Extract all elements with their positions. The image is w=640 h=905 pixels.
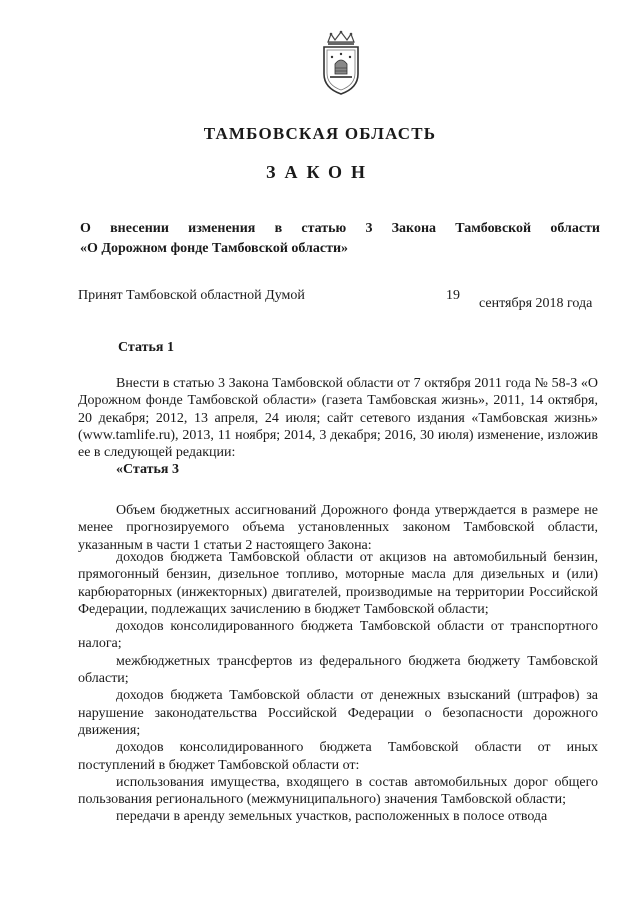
adoption-month-year: сентября 2018 года [479, 296, 593, 311]
list-item: межбюджетных трансфертов из федерального бюджета бюджету Тамбовской области; [78, 653, 598, 687]
revenue-sources-list [78, 549, 598, 826]
document-type: ЗАКОН [265, 162, 375, 182]
list-item: доходов консолидированного бюджета Тамбовской области от транспортного налога; [78, 619, 598, 652]
article-1-heading: Статья 1 [118, 340, 174, 355]
adoption-day: 19 [446, 288, 460, 303]
list-item: использования имущества, входящего в состав автомобильных дорог общего пользования регионального (межмуниципального) значения Тамбовской области; [78, 774, 598, 808]
law-title-line-1: О внесении изменения в статью 3 Закона Тамбовской области [80, 221, 600, 236]
quoted-article-3-heading: «Статья 3 [116, 462, 179, 477]
adoption-body: Принят Тамбовской областной Думой [78, 288, 305, 303]
region-name: ТАМБОВСКАЯ ОБЛАСТЬ [203, 124, 437, 143]
law-title-line-2: «О Дорожном фонде Тамбовской области» [80, 241, 349, 256]
list-item: доходов бюджета Тамбовской области от денежных взысканий (штрафов) за нарушение законодательства Российской Федерации о безопасности дорожного движения; [78, 688, 598, 738]
list-item: передачи в аренду земельных участков, расположенных в полосе отвода [116, 809, 548, 825]
article-3-body: Объем бюджетных ассигнований Дорожного фонда утверждается в размере не менее прогнозируемого объема установленных законом Тамбовской области, указанным в части 1 статьи 2 настоящего Закона: [78, 503, 598, 553]
article-1-intro: Внести в статью 3 Закона Тамбовской области от 7 октября 2011 года № 58-З «О Дорожном фонде Тамбовской области» (газета Тамбовская жизнь», 2011, 14 октября, 20 декабря; 2012, 13 апреля, 24 июля; сайт сетевого издания «Тамбовская жизнь» (www.tamlife.ru), 2013, 11 ноября; 2014, 3 декабря; 2016, 30 июля) изменение, изложив ее в следующей редакции: [78, 376, 598, 461]
list-item: доходов консолидированного бюджета Тамбовской области от иных поступлений в бюджет Тамбовской области от: [78, 740, 598, 773]
list-item: доходов бюджета Тамбовской области от акцизов на автомобильный бензин, прямогонный бензин, дизельное топливо, моторные масла для дизельных и (или) карбюраторных (инжекторных) двигателей, производимые на территории Российской Федерации, подлежащих зачислению в бюджет Тамбовской области; [78, 550, 598, 617]
coat-of-arms-icon [318, 30, 364, 96]
